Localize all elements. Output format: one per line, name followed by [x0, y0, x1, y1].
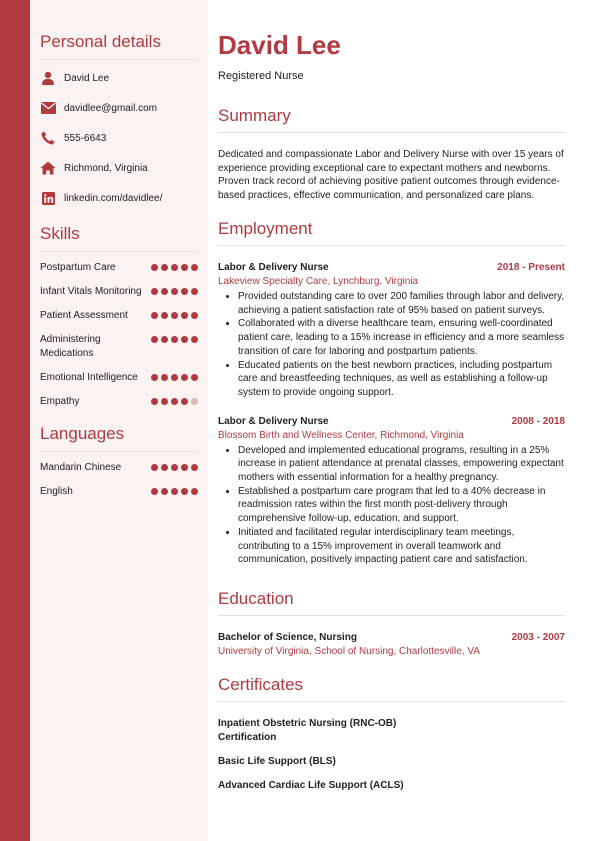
- rating-dot: [181, 374, 188, 381]
- skill-row: [40, 261, 198, 275]
- rating-dot: [191, 398, 198, 405]
- rating-dot: [161, 336, 168, 343]
- rating-dot: [151, 312, 158, 319]
- job-entry: [218, 416, 565, 567]
- skill-rating: [151, 336, 198, 343]
- rating-dot: [151, 288, 158, 295]
- divider: [40, 451, 198, 452]
- candidate-title: Registered Nurse: [218, 70, 304, 82]
- rating-dot: [171, 336, 178, 343]
- education-dates: 2003 - 2007: [511, 632, 565, 643]
- job-bullet: • Initiated and facilitated regular interdisciplinary team meetings, contributing to a 15% improvement in overall teamwork and communication, positively impacting patient care and satisfaction.: [238, 526, 565, 567]
- rating-dot: [191, 488, 198, 495]
- contact-name-text: David Lee: [64, 72, 110, 84]
- job-bullet: • Educated patients on the best newborn practices, including postpartum care and breastfeeding techniques, as well as establishing a follow-up system to provide ongoing support.: [238, 359, 565, 400]
- degree: Bachelor of Science, Nursing: [218, 632, 357, 643]
- skill-row: [40, 333, 198, 361]
- linkedin-icon: [40, 190, 56, 206]
- job-role: Labor & Delivery Nurse: [218, 415, 329, 427]
- rating-dot: [151, 374, 158, 381]
- rating-dot: [161, 398, 168, 405]
- personal-details-title: Personal details: [40, 32, 161, 51]
- job-bullets: [218, 444, 565, 567]
- rating-dot: [191, 336, 198, 343]
- rating-dot: [171, 264, 178, 271]
- rating-dot: [161, 464, 168, 471]
- rating-dot: [161, 288, 168, 295]
- contact-location-text: Richmond, Virginia: [64, 162, 148, 174]
- certificate-item: Basic Life Support (BLS): [218, 756, 336, 767]
- skills-title: Skills: [40, 224, 80, 243]
- skill-row: [40, 371, 198, 385]
- job-dates: 2018 - Present: [497, 262, 565, 273]
- contact-phone: [40, 130, 198, 146]
- rating-dot: [181, 288, 188, 295]
- skill-rating: [151, 264, 198, 271]
- certificates-section: [218, 675, 565, 793]
- rating-dot: [151, 398, 158, 405]
- employment-title: Employment: [218, 219, 313, 238]
- rating-dot: [161, 488, 168, 495]
- language-rating: [151, 488, 198, 495]
- rating-dot: [161, 264, 168, 271]
- languages-title: Languages: [40, 424, 125, 443]
- job-entry: [218, 262, 565, 400]
- certificate-item: Inpatient Obstetric Nursing (RNC-OB) Certification: [218, 718, 397, 743]
- skill-row: [40, 285, 198, 299]
- job-bullets: [218, 290, 565, 400]
- rating-dot: [191, 464, 198, 471]
- contact-linkedin: [40, 190, 198, 206]
- education-section: [218, 589, 565, 657]
- language-row: [40, 485, 198, 499]
- divider: [40, 59, 198, 60]
- rating-dot: [181, 464, 188, 471]
- education-header: [218, 632, 565, 643]
- rating-dot: [191, 312, 198, 319]
- divider: [40, 251, 198, 252]
- skill-rating: [151, 374, 198, 381]
- phone-icon: [40, 130, 56, 146]
- rating-dot: [181, 264, 188, 271]
- rating-dot: [181, 398, 188, 405]
- rating-dot: [181, 488, 188, 495]
- languages-list: [40, 461, 198, 499]
- job-dates: 2008 - 2018: [511, 415, 565, 427]
- rating-dot: [151, 464, 158, 471]
- employment-section: [218, 219, 565, 567]
- skill-name: Infant Vitals Monitoring: [40, 286, 142, 297]
- divider: [218, 615, 565, 616]
- skill-name: Empathy: [40, 396, 80, 407]
- skill-rating: [151, 288, 198, 295]
- contact-linkedin-text[interactable]: linkedin.com/davidlee/: [64, 192, 163, 204]
- rating-dot: [171, 488, 178, 495]
- rating-dot: [181, 336, 188, 343]
- certificates-title: Certificates: [218, 675, 304, 694]
- sidebar: [30, 0, 208, 841]
- job-bullet: • Established a postpartum care program that led to a 40% decrease in readmission rates within the first month post-delivery through comprehensive follow-up, education, and support.: [238, 485, 565, 526]
- job-header: [218, 262, 565, 273]
- skill-name: Patient Assessment: [40, 310, 128, 321]
- personal-details-section: [40, 32, 198, 220]
- language-name: Mandarin Chinese: [40, 462, 122, 473]
- certificate-item: Advanced Cardiac Life Support (ACLS): [218, 780, 404, 791]
- skills-section: [40, 224, 198, 419]
- accent-stripe: [0, 0, 30, 841]
- rating-dot: [151, 336, 158, 343]
- rating-dot: [161, 312, 168, 319]
- main-content: [208, 0, 595, 841]
- contact-phone-text: 555-6643: [64, 132, 107, 144]
- job-header: [218, 416, 565, 427]
- job-role: Labor & Delivery Nurse: [218, 262, 329, 273]
- school: University of Virginia, School of Nursing, Charlottesville, VA: [218, 646, 480, 657]
- rating-dot: [171, 312, 178, 319]
- job-bullet: • Provided outstanding care to over 200 families through labor and delivery, achieving a patient satisfaction rate of 95% based on patient surveys.: [238, 290, 565, 317]
- education-title: Education: [218, 589, 294, 608]
- divider: [218, 132, 565, 133]
- rating-dot: [171, 374, 178, 381]
- rating-dot: [191, 264, 198, 271]
- rating-dot: [171, 464, 178, 471]
- job-bullet: • Collaborated with a diverse healthcare team, ensuring well-coordinated patient care, leading to a 15% increase in efficiency and a more seamless transition of care for laboring and postpartum patients.: [238, 317, 565, 358]
- language-name: English: [40, 486, 73, 497]
- skills-list: [40, 261, 198, 409]
- candidate-name: David Lee: [218, 30, 341, 60]
- rating-dot: [151, 488, 158, 495]
- skill-row: [40, 309, 198, 323]
- language-rating: [151, 464, 198, 471]
- rating-dot: [191, 374, 198, 381]
- skill-name: Emotional Intelligence: [40, 372, 138, 383]
- rating-dot: [161, 374, 168, 381]
- job-org: Blossom Birth and Wellness Center, Richmond, Virginia: [218, 429, 464, 441]
- skill-row: [40, 395, 198, 409]
- skill-rating: [151, 312, 198, 319]
- contact-email: [40, 100, 198, 116]
- rating-dot: [171, 288, 178, 295]
- skill-name: Administering Medications: [40, 334, 101, 359]
- skill-rating: [151, 398, 198, 405]
- contact-email-text[interactable]: davidlee@gmail.com: [64, 102, 157, 114]
- summary-title: Summary: [218, 106, 291, 125]
- languages-section: [40, 424, 198, 509]
- summary-text: Dedicated and compassionate Labor and Delivery Nurse with over 15 years of experience providing exceptional care to expectant mothers and newborns. Proven track record of achieving positive patient outcomes through evidence-based practices, effective communication, and personalized care plans.: [218, 149, 564, 202]
- contact-location: [40, 160, 198, 176]
- rating-dot: [191, 288, 198, 295]
- home-icon: [40, 160, 56, 176]
- divider: [218, 701, 565, 702]
- contact-name: [40, 70, 198, 86]
- summary-section: [218, 106, 565, 203]
- divider: [218, 245, 565, 246]
- job-org: Lakeview Specialty Care, Lynchburg, Virginia: [218, 276, 419, 287]
- job-bullet: • Developed and implemented educational programs, resulting in a 25% increase in patient attendance at prenatal classes, empowering expectant mothers with essential information for a healthy pregnancy.: [238, 444, 565, 485]
- rating-dot: [181, 312, 188, 319]
- user-icon: [40, 70, 56, 86]
- rating-dot: [171, 398, 178, 405]
- envelope-icon: [40, 100, 56, 116]
- rating-dot: [151, 264, 158, 271]
- skill-name: Postpartum Care: [40, 262, 116, 273]
- language-row: [40, 461, 198, 475]
